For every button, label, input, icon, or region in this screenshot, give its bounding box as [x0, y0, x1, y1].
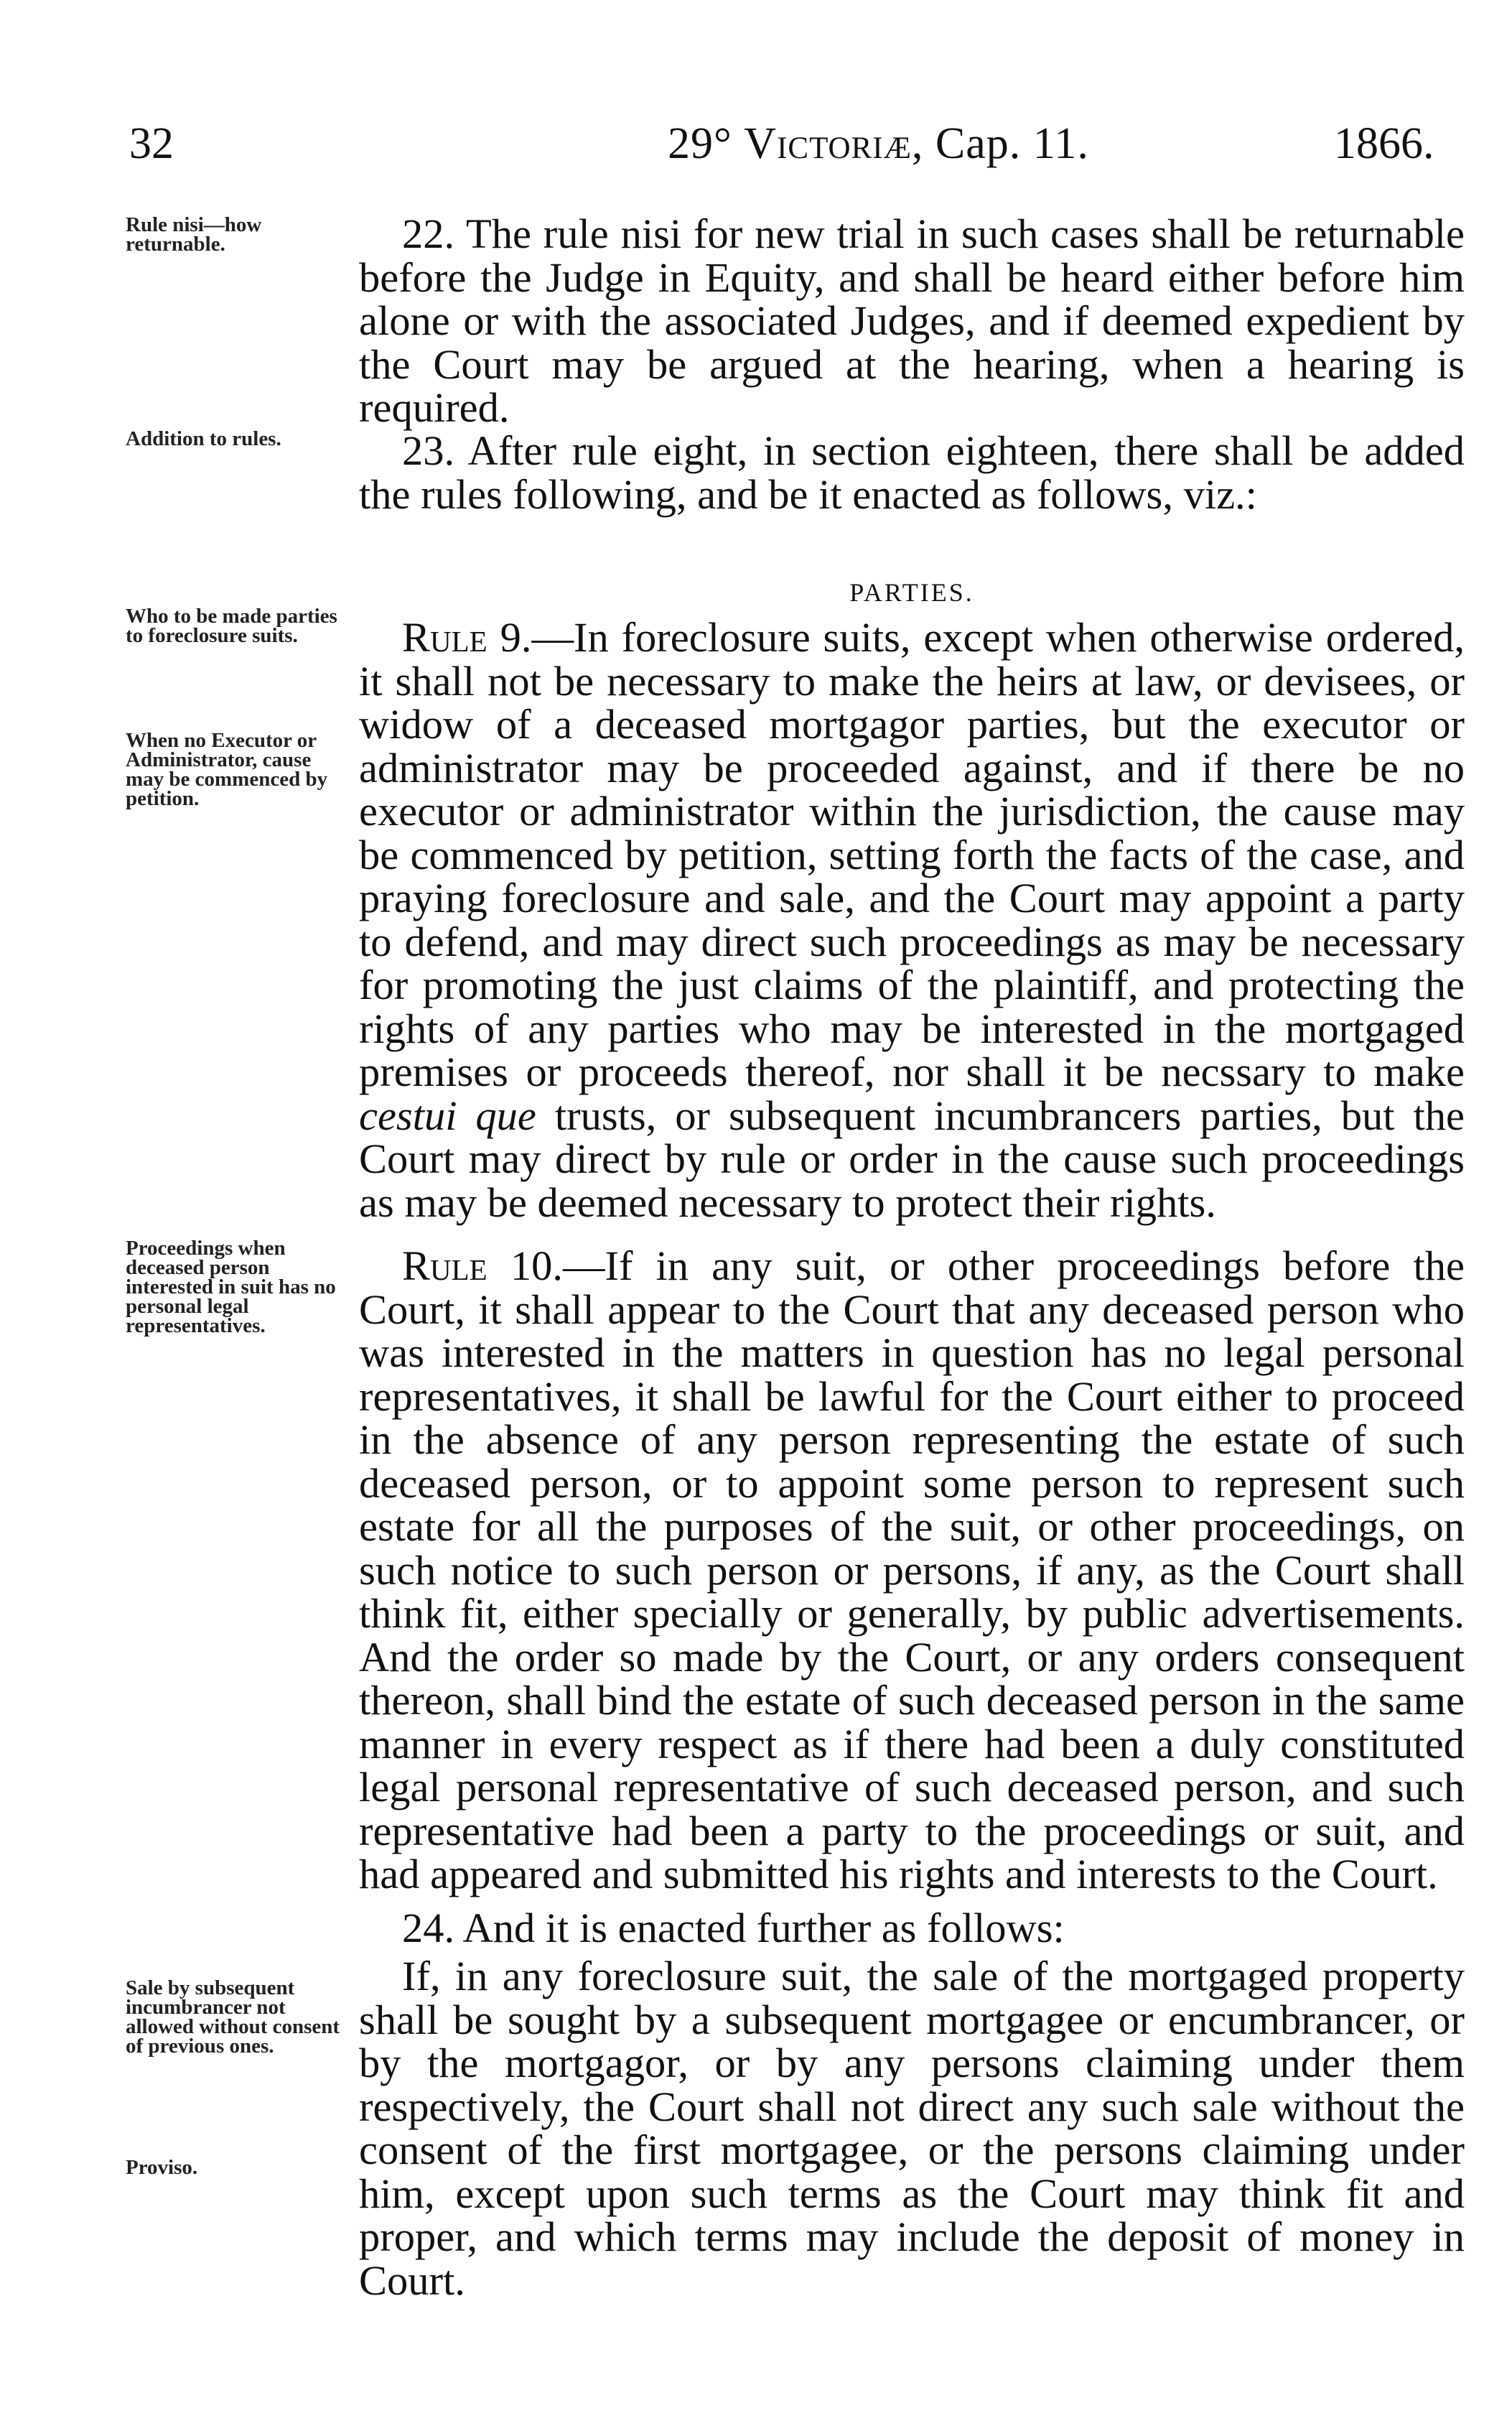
rule-9-text: [359, 616, 1465, 1224]
marginal-note: Who to be made parties to foreclosure suits.: [126, 605, 337, 647]
marginal-note: Rule nisi—how returnable.: [126, 213, 262, 256]
rule-9-part-a: —In foreclosure suits, except when otherwise ordered, it shall not be necessary to make the heirs at law, or devisees, or widow of a deceased mortgagor parties, but the executor or administrator may be proceeded against, and if there be no executor or administrator within the jurisdiction, the cause may be commenced by petition, setting forth the facts of the case, and praying foreclosure and sale, and the Court may appoint a party to defend, and may direct such proceedings as may be necessary for promoting the just claims of the plaintiff, and protecting the rights of any parties who may be interested in the mortgaged premises or proceeds thereof, nor shall it be necssary to make: [359, 614, 1465, 1095]
rule-10-text: [359, 1242, 1465, 1897]
running-title-prefix: 29°: [668, 119, 745, 168]
section-24-body: [359, 1955, 1465, 2302]
section-24: [359, 1907, 1465, 1951]
rule-9-label: Rule 9.: [402, 614, 532, 661]
rule-10: [359, 1242, 1465, 1897]
rule-9-part-b: trusts, or subsequent incumbrancers parties, but the Court may direct by rule or order in the cause such proceedings as may be deemed necessary to protect their rights.: [359, 1092, 1465, 1226]
running-title-name: Victoriæ: [744, 119, 912, 168]
rule-10-body: —If in any suit, or other proceedings before the Court, it shall appear to the Court that any deceased person who was interested in the matters in question has no legal personal representatives, it shall be lawful for the Court either to proceed in the absence of any person representing the estate of such deceased person, or to appoint some person to represent such estate for all the purposes of the suit, or other proceedings, on such notice to such person or persons, if any, as the Court shall think fit, either specially or generally, by public advertisements. And the order so made by the Court, or any orders consequent thereon, shall bind the estate of such deceased person in the same manner in every respect as if there had been a duly constituted legal personal representative of such deceased person, and such representative had been a party to the proceedings or suit, and had appeared and submitted his rights and interests to the Court.: [359, 1242, 1465, 1897]
page-header: [0, 118, 1512, 176]
page-number: 32: [129, 119, 174, 168]
section-24-body-text: If, in any foreclosure suit, the sale of the mortgaged property shall be sought by a subsequent mortgagee or encumbrancer, or by the mortgagor, or by any persons claiming under them respectively, the Court shall not direct any such sale without the consent of the first mortgagee, or the persons claiming under him, except upon such terms as the Court may think fit and proper, and which terms may include the deposit of money in Court.: [359, 1953, 1465, 2304]
parties-heading: PARTIES.: [849, 578, 974, 607]
marginal-note: Addition to rules.: [126, 427, 281, 450]
marginal-note: Proviso.: [126, 2156, 198, 2179]
rule-9: [359, 616, 1465, 1224]
rule-10-label: Rule 10.: [402, 1242, 563, 1289]
marginal-note: Sale by subsequent incumbrancer not allowed without consent of previous ones.: [126, 1976, 340, 2058]
section-22: [359, 210, 1465, 431]
section-22-text: 22. The rule nisi for new trial in such cases shall be returnable before the Judge in Equity, and shall be heard either before him alone or with the associated Judges, and if deemed expedient by the Court may be argued at the hearing, when a hearing is required.: [359, 210, 1465, 431]
running-title: [668, 118, 1089, 169]
section-24-text: 24. And it is enacted further as follows:: [402, 1905, 1065, 1951]
section-23: [359, 429, 1465, 516]
rule-9-italic: cestui que: [359, 1092, 536, 1139]
section-23-text: 23. After rule eight, in section eighteen, there shall be added the rules following, and be it enacted as follows, viz.:: [359, 427, 1465, 518]
running-title-suffix: , Cap. 11.: [911, 119, 1089, 168]
marginal-note: Proceedings when deceased person interested in suit has no personal legal representatives.: [126, 1237, 336, 1337]
marginal-note: When no Executor or Administrator, cause may be commenced by petition.: [126, 729, 328, 810]
page-year: 1866.: [1334, 119, 1434, 168]
